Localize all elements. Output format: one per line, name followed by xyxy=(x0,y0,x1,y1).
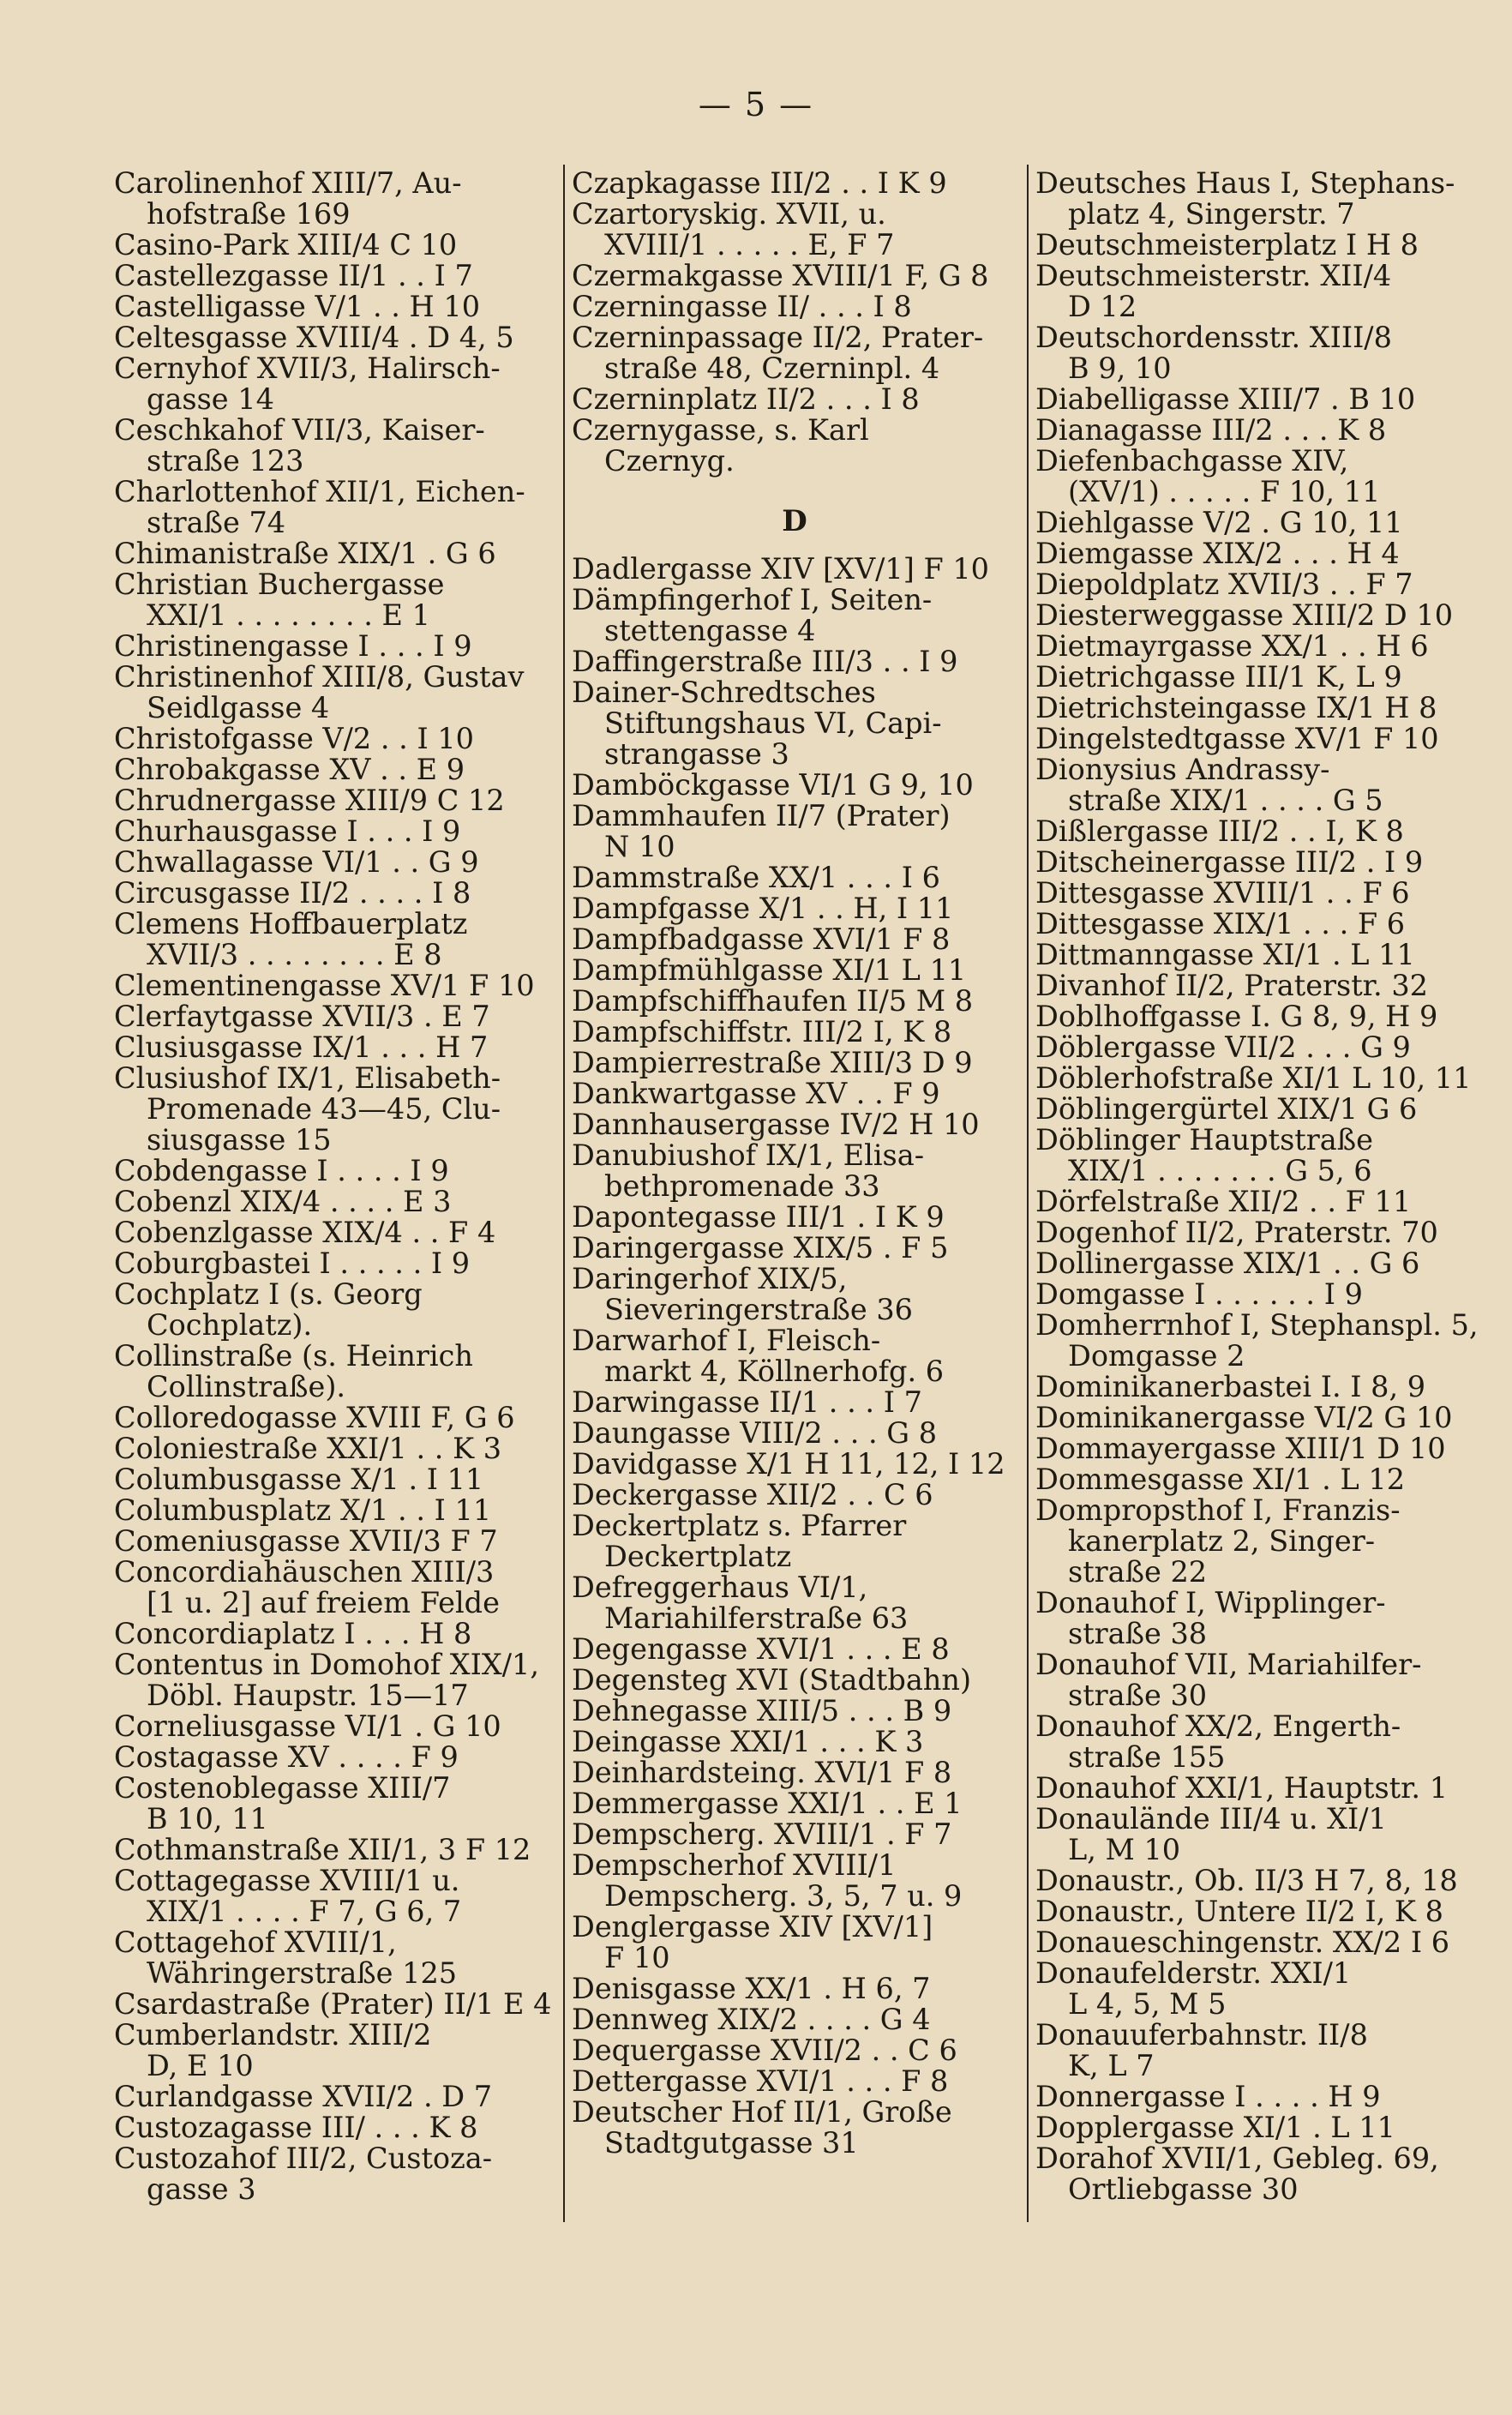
index-entry: Döblinger Hauptstraße XIX/1 . . . . . . . G 5, 6 xyxy=(1035,1123,1373,1187)
index-entry: Donauhof XXI/1, Hauptstr. 1 xyxy=(1035,1771,1449,1805)
index-entry: Dianagasse III/2 . . . K 8 xyxy=(1035,413,1387,447)
index-entry: Clementinengasse XV/1 F 10 xyxy=(114,969,535,1002)
index-entry: Cochplatz I (s. Georg Cochplatz). xyxy=(114,1277,423,1342)
index-entry: Donauuferbahnstr. II/8 K, L 7 xyxy=(1035,2018,1368,2082)
index-entry: Dampfgasse X/1 . . H, I 11 xyxy=(572,892,954,925)
index-entry: Coburgbastei I . . . . . I 9 xyxy=(114,1247,471,1280)
index-entry: Daungasse VIII/2 . . . G 8 xyxy=(572,1416,938,1450)
index-entry: Dankwartgasse XV . . F 9 xyxy=(572,1077,940,1110)
index-entry: Dittesgasse XIX/1 . . . F 6 xyxy=(1035,907,1406,940)
index-entry: Clusiusgasse IX/1 . . . H 7 xyxy=(114,1030,489,1064)
index-entry: Dorahof XVII/1, Gebleg. 69, Ortliebgasse 30 xyxy=(1035,2142,1439,2206)
index-entry: Damböckgasse VI/1 G 9, 10 xyxy=(572,768,974,802)
index-entry: Dißlergasse III/2 . . I, K 8 xyxy=(1035,814,1404,848)
index-entry: Cottagegasse XVIII/1 u. XIX/1 . . . . F 7, G 6, 7 xyxy=(114,1864,462,1928)
index-entry: Cumberlandstr. XIII/2 D, E 10 xyxy=(114,2018,432,2082)
index-entry: Dogenhof II/2, Praterstr. 70 xyxy=(1035,1216,1438,1249)
index-entry: Custozahof III/2, Custoza- gasse 3 xyxy=(114,2142,493,2206)
index-entry: Diefenbachgasse XIV, (XV/1) . . . . . F 10, 11 xyxy=(1035,444,1381,508)
page-number: — 5 — xyxy=(698,86,814,123)
index-entry: Christian Buchergasse XXI/1 . . . . . . . . E 1 xyxy=(114,568,445,632)
index-entry: Dennweg XIX/2 . . . . G 4 xyxy=(572,2003,931,2036)
index-entry: Diabelligasse XIII/7 . B 10 xyxy=(1035,382,1416,416)
index-entry: Colloredogasse XVIII F, G 6 xyxy=(114,1401,515,1434)
index-entry: Ditscheinergasse III/2 . I 9 xyxy=(1035,845,1424,879)
index-entry: Cobenzl XIX/4 . . . . E 3 xyxy=(114,1185,452,1218)
index-entry: Czernygasse, s. Karl Czernyg. xyxy=(572,413,869,478)
index-entry: Dampierrestraße XIII/3 D 9 xyxy=(572,1046,973,1079)
index-entry: Doblhoffgasse I. G 8, 9, H 9 xyxy=(1035,1000,1438,1033)
index-entry: Dietmayrgasse XX/1 . . H 6 xyxy=(1035,629,1429,663)
index-entry: Danubiushof IX/1, Elisa- bethpromenade 33 xyxy=(572,1138,925,1203)
index-entry: Concordiahäuschen XIII/3 [1 u. 2] auf freiem Felde xyxy=(114,1555,500,1619)
index-entry: Ceschkahof VII/3, Kaiser- straße 123 xyxy=(114,413,485,478)
index-entry: Daffingerstraße III/3 . . I 9 xyxy=(572,645,958,678)
column-divider xyxy=(563,165,565,2222)
index-entry: Dittesgasse XVIII/1 . . F 6 xyxy=(1035,876,1410,910)
index-entry: Dommayergasse XIII/1 D 10 xyxy=(1035,1432,1446,1465)
index-entry: Czartoryskig. XVII, u. XVIII/1 . . . . . E, F 7 xyxy=(572,197,895,261)
index-entry: Dietrichsteingasse IX/1 H 8 xyxy=(1035,691,1437,724)
index-entry: Czermakgasse XVIII/1 F, G 8 xyxy=(572,259,989,292)
index-entry: Christofgasse V/2 . . I 10 xyxy=(114,722,474,755)
index-entry: Celtesgasse XVIII/4 . D 4, 5 xyxy=(114,321,514,354)
index-entry: Castellezgasse II/1 . . I 7 xyxy=(114,259,473,292)
index-entry: Dehnegasse XIII/5 . . . B 9 xyxy=(572,1694,952,1727)
index-entry: Dittmanngasse XI/1 . L 11 xyxy=(1035,938,1415,971)
index-entry: Davidgasse X/1 H 11, 12, I 12 xyxy=(572,1447,1005,1481)
index-entry: Costagasse XV . . . . F 9 xyxy=(114,1740,459,1774)
index-entry: Custozagasse III/ . . . K 8 xyxy=(114,2111,478,2144)
index-entry: Coloniestraße XXI/1 . . K 3 xyxy=(114,1432,502,1465)
index-entry: Columbusgasse X/1 . I 11 xyxy=(114,1463,484,1496)
index-entry: Chimanistraße XIX/1 . G 6 xyxy=(114,537,496,570)
index-entry: Döblingergürtel XIX/1 G 6 xyxy=(1035,1092,1418,1126)
index-entry: Donauhof I, Wipplinger- straße 38 xyxy=(1035,1586,1386,1650)
index-entry: Donaufelderstr. XXI/1 L 4, 5, M 5 xyxy=(1035,1956,1352,2021)
index-entry: Dammhaufen II/7 (Prater) N 10 xyxy=(572,799,951,863)
index-entry: Daringergasse XIX/5 . F 5 xyxy=(572,1231,949,1265)
index-entry: Dempscherg. XVIII/1 . F 7 xyxy=(572,1817,952,1851)
index-entry: Cothmanstraße XII/1, 3 F 12 xyxy=(114,1833,531,1866)
index-entry: Diepoldplatz XVII/3 . . F 7 xyxy=(1035,568,1413,601)
column-1 xyxy=(114,168,560,2328)
index-entry: Dettergasse XVI/1 . . . F 8 xyxy=(572,2064,949,2098)
index-entry: Donaueschingenstr. XX/2 I 6 xyxy=(1035,1925,1450,1959)
index-entry: Czerninplatz II/2 . . . I 8 xyxy=(572,382,920,416)
index-entry: Dampfschiffhaufen II/5 M 8 xyxy=(572,984,974,1018)
index-entry: Chrudnergasse XIII/9 C 12 xyxy=(114,784,505,817)
index-entry: Deckertplatz s. Pfarrer Deckertplatz xyxy=(572,1509,907,1573)
index-entry: Daringerhof XIX/5, Sieveringerstraße 36 xyxy=(572,1262,913,1326)
index-entry: Denglergasse XIV [XV/1] F 10 xyxy=(572,1910,933,1974)
index-entry: Deutscher Hof II/1, Große Stadtgutgasse 31 xyxy=(572,2095,952,2160)
index-entry: Dommesgasse XI/1 . L 12 xyxy=(1035,1463,1406,1496)
index-entry: Donauhof XX/2, Engerth- straße 155 xyxy=(1035,1709,1401,1774)
index-entry: Domgasse I . . . . . . I 9 xyxy=(1035,1277,1363,1311)
index-entry: Darwingasse II/1 . . . I 7 xyxy=(572,1385,922,1419)
index-entry: Dammstraße XX/1 . . . I 6 xyxy=(572,861,940,894)
column-2 xyxy=(572,168,1017,2328)
column-2-bottom-list xyxy=(572,554,1017,2159)
index-entry: Darwarhof I, Fleisch- markt 4, Köllnerhofg. 6 xyxy=(572,1324,945,1388)
index-entry: Collinstraße (s. Heinrich Collinstraße). xyxy=(114,1339,473,1403)
index-entry: Contentus in Domohof XIX/1, Döbl. Haupstr. 15—17 xyxy=(114,1648,539,1712)
index-entry: Christinenhof XIII/8, Gustav Seidlgasse 4 xyxy=(114,660,525,724)
index-entry: Degensteg XVI (Stadtbahn) xyxy=(572,1663,972,1697)
index-entry: Dempscherhof XVIII/1 Dempscherg. 3, 5, 7 u. 9 xyxy=(572,1848,963,1913)
index-entry: Dingelstedtgasse XV/1 F 10 xyxy=(1035,722,1439,755)
index-entry: Domherrnhof I, Stephanspl. 5, Domgasse 2 xyxy=(1035,1308,1479,1373)
index-entry: Dämpfingerhof I, Seiten- stettengasse 4 xyxy=(572,583,933,647)
index-entry: Divanhof II/2, Praterstr. 32 xyxy=(1035,969,1428,1002)
index-entry: Donnergasse I . . . . H 9 xyxy=(1035,2080,1381,2113)
index-entry: Dörfelstraße XII/2 . . F 11 xyxy=(1035,1185,1412,1218)
index-entry: Degengasse XVI/1 . . . E 8 xyxy=(572,1632,950,1666)
index-entry: Diesterweggasse XIII/2 D 10 xyxy=(1035,598,1454,632)
index-entry: Carolinenhof XIII/7, Au- hofstraße 169 xyxy=(114,168,462,231)
column-3 xyxy=(1035,168,1481,2328)
index-entry: Comeniusgasse XVII/3 F 7 xyxy=(114,1524,498,1558)
index-entry: Dampfmühlgasse XI/1 L 11 xyxy=(572,953,967,987)
index-entry: Diemgasse XIX/2 . . . H 4 xyxy=(1035,537,1400,570)
index-entry: Clusiushof IX/1, Elisabeth- Promenade 43—45, Clu- siusgasse 15 xyxy=(114,1061,501,1156)
index-entry: Deinhardsteing. XVI/1 F 8 xyxy=(572,1756,952,1789)
index-entry: Dapontegasse III/1 . I K 9 xyxy=(572,1200,945,1234)
index-entry: Dampfbadgasse XVI/1 F 8 xyxy=(572,922,951,956)
index-entry: Concordiaplatz I . . . H 8 xyxy=(114,1617,472,1650)
index-entry: Dampfschiffstr. III/2 I, K 8 xyxy=(572,1015,952,1048)
index-entry: Dominikanerbastei I. I 8, 9 xyxy=(1035,1370,1426,1403)
index-entry: Cottagehof XVIII/1, Währingerstraße 125 xyxy=(114,1925,458,1990)
index-entry: Dionysius Andrassy- straße XIX/1 . . . . G 5 xyxy=(1035,753,1383,817)
index-entry: Cernyhof XVII/3, Halirsch- gasse 14 xyxy=(114,351,501,416)
column-divider xyxy=(1027,165,1029,2222)
index-entry: Donaustr., Untere II/2 I, K 8 xyxy=(1035,1895,1443,1928)
index-entry: Deingasse XXI/1 . . . K 3 xyxy=(572,1725,924,1758)
index-entry: Deutschmeisterplatz I H 8 xyxy=(1035,228,1419,261)
index-entry: Christinengasse I . . . I 9 xyxy=(114,629,472,663)
column-2-top-list xyxy=(572,168,1017,477)
index-entry: Dominikanergasse VI/2 G 10 xyxy=(1035,1401,1453,1434)
index-entry: Diehlgasse V/2 . G 10, 11 xyxy=(1035,506,1403,539)
index-entry: Dollinergasse XIX/1 . . G 6 xyxy=(1035,1247,1420,1280)
index-entry: Deutsches Haus I, Stephans- platz 4, Singerstr. 7 xyxy=(1035,168,1455,231)
index-entry: Corneliusgasse VI/1 . G 10 xyxy=(114,1709,501,1743)
index-entry: Chwallagasse VI/1 . . G 9 xyxy=(114,845,479,879)
index-entry: Defreggerhaus VI/1, Mariahilferstraße 63 xyxy=(572,1571,909,1635)
index-entry: Czerningasse II/ . . . I 8 xyxy=(572,290,912,323)
index-entry: Cobdengasse I . . . . I 9 xyxy=(114,1154,449,1187)
index-entry: Dannhausergasse IV/2 H 10 xyxy=(572,1108,980,1141)
index-entry: Dadlergasse XIV [XV/1] F 10 xyxy=(572,552,989,586)
index-entry: Chrobakgasse XV . . E 9 xyxy=(114,753,465,786)
index-entry: Dequergasse XVII/2 . . C 6 xyxy=(572,2034,957,2067)
index-entry: Donauhof VII, Mariahilfer- straße 30 xyxy=(1035,1648,1422,1712)
index-entry: Clerfaytgasse XVII/3 . E 7 xyxy=(114,1000,490,1033)
index-entry: Dompropsthof I, Franzis- kanerplatz 2, Singer- straße 22 xyxy=(1035,1493,1401,1589)
index-entry: Dietrichgasse III/1 K, L 9 xyxy=(1035,660,1402,694)
index-entry: Donaustr., Ob. II/3 H 7, 8, 18 xyxy=(1035,1864,1458,1897)
index-entry: Döblergasse VII/2 . . . G 9 xyxy=(1035,1030,1411,1064)
index-entry: Döblerhofstraße XI/1 L 10, 11 xyxy=(1035,1061,1472,1095)
index-entry: Clemens Hoffbauerplatz XVII/3 . . . . . . . . E 8 xyxy=(114,907,468,971)
index-entry: Circusgasse II/2 . . . . I 8 xyxy=(114,876,471,910)
index-entry: Casino-Park XIII/4 C 10 xyxy=(114,228,458,261)
index-entry: Deckergasse XII/2 . . C 6 xyxy=(572,1478,933,1511)
section-heading-d: D xyxy=(782,504,807,538)
index-entry: Czerninpassage II/2, Prater- straße 48, Czerninpl. 4 xyxy=(572,321,984,385)
index-entry: Denisgasse XX/1 . H 6, 7 xyxy=(572,1972,931,2005)
index-entry: Deutschmeisterstr. XII/4 D 12 xyxy=(1035,259,1392,323)
index-entry: Csardastraße (Prater) II/1 E 4 xyxy=(114,1987,552,2021)
index-entry: Charlottenhof XII/1, Eichen- straße 74 xyxy=(114,475,525,539)
index-entry: Czapkagasse III/2 . . I K 9 xyxy=(572,168,947,200)
index-entry: Costenoblegasse XIII/7 B 10, 11 xyxy=(114,1771,451,1835)
index-entry: Donaulände III/4 u. XI/1 L, M 10 xyxy=(1035,1802,1387,1866)
index-entry: Dopplergasse XI/1 . L 11 xyxy=(1035,2111,1395,2144)
index-entry: Demmergasse XXI/1 . . E 1 xyxy=(572,1787,963,1820)
index-entry: Churhausgasse I . . . I 9 xyxy=(114,814,461,848)
index-entry: Curlandgasse XVII/2 . D 7 xyxy=(114,2080,493,2113)
index-entry: Dainer-Schredtsches Stiftungshaus VI, Capi- strangasse 3 xyxy=(572,676,942,771)
index-entry: Deutschordensstr. XIII/8 B 9, 10 xyxy=(1035,321,1392,385)
index-entry: Cobenzlgasse XIX/4 . . F 4 xyxy=(114,1216,496,1249)
index-entry: Columbusplatz X/1 . . I 11 xyxy=(114,1493,492,1527)
index-entry: Castelligasse V/1 . . H 10 xyxy=(114,290,481,323)
